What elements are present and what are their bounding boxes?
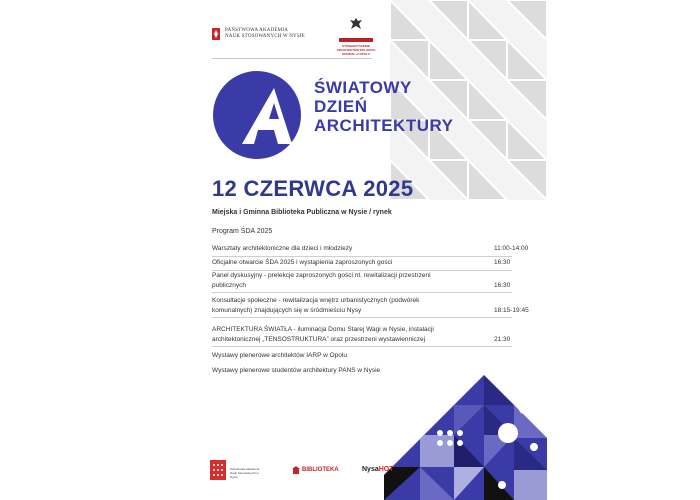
sarp-logo — [336, 17, 376, 56]
nysa-logo-main: Nysa — [362, 466, 379, 473]
pans-logo — [212, 28, 305, 40]
library-icon — [292, 466, 300, 474]
title-line2: DZIEŃ — [314, 97, 368, 116]
nysa-logo — [362, 466, 394, 473]
title-line3: ARCHITEKTURY — [314, 116, 454, 135]
program-desc: Panel dyskusyjny - prelekcje zaproszonych gości nt. rewitalizacji przestrzeni publicznych — [212, 272, 431, 289]
program-row — [212, 296, 529, 316]
biblioteka-logo-text: BIBLIOTEKA — [302, 467, 339, 473]
title-line1: ŚWIATOWY — [314, 78, 412, 97]
exhibition-item: Wystawy plenerowe studentów architektury PANS w Nysie — [212, 367, 381, 374]
biblioteka-logo — [292, 466, 339, 474]
program-row — [212, 244, 529, 254]
architecture-a-logo-icon — [212, 70, 302, 160]
sarp-text-line2: ODDZIAŁ w OPOLU — [342, 52, 370, 56]
eagle-emblem-icon — [349, 17, 363, 31]
program-time: 18:15-19:45 — [494, 307, 529, 314]
program-row — [212, 325, 512, 345]
program-desc: Warsztaty architektoniczne dla dzieci i młodzieży — [212, 245, 353, 252]
nysa-logo-accent: HOT — [378, 466, 394, 473]
event-date: 12 CZERWCA 2025 — [212, 176, 414, 201]
program-row — [212, 271, 512, 291]
sarp-text-line1: STOWARZYSZENIE ARCHITEKTÓW POLSKICH — [336, 44, 376, 52]
pans-emblem-icon — [212, 28, 220, 40]
program-time: 16:30 — [494, 259, 511, 266]
program-desc: Konsultacje społeczne - rewitalizacja wnętrz urbanistycznych (podwórek komunalnych) znajdujących się w śródmieściu Nysy — [212, 297, 420, 314]
pans-small-logo-text: Państwowa Akademia Nauk Stosowanych w Nysie — [230, 467, 260, 479]
pans-name-line2: NAUK STOSOWANYCH W NYSIE — [225, 34, 305, 39]
exhibition-item: Wystawy plenerowe architektów IARP w Opolu — [212, 352, 347, 359]
program-time: 11:00-14:00 — [494, 245, 529, 252]
pans-name-line1: PAŃSTWOWA AKADEMIA — [225, 28, 289, 33]
program-desc: ARCHITEKTURA ŚWIATŁA - iluminacja Domu Starej Wagi w Nysie, instalacji architektonicznej „TENSOSTRUKTURA” oraz przestrzeni wystawienniczej — [212, 326, 434, 343]
pans-small-logo-icon — [210, 460, 226, 480]
geometric-pattern-bottom — [384, 375, 547, 500]
header-divider — [212, 58, 372, 59]
program-time: 16:30 — [494, 282, 511, 289]
program-time: 21:30 — [494, 336, 511, 343]
program-title: Program ŚDA 2025 — [212, 228, 273, 235]
program-row — [212, 258, 512, 268]
poster — [190, 0, 547, 500]
program-desc: Oficjalne otwarcie ŚDA 2025 i wystąpienia zaproszonych gości — [212, 259, 393, 266]
event-title — [314, 78, 453, 135]
event-venue: Miejska i Gminna Biblioteka Publiczna w Nysie / rynek — [212, 209, 392, 216]
